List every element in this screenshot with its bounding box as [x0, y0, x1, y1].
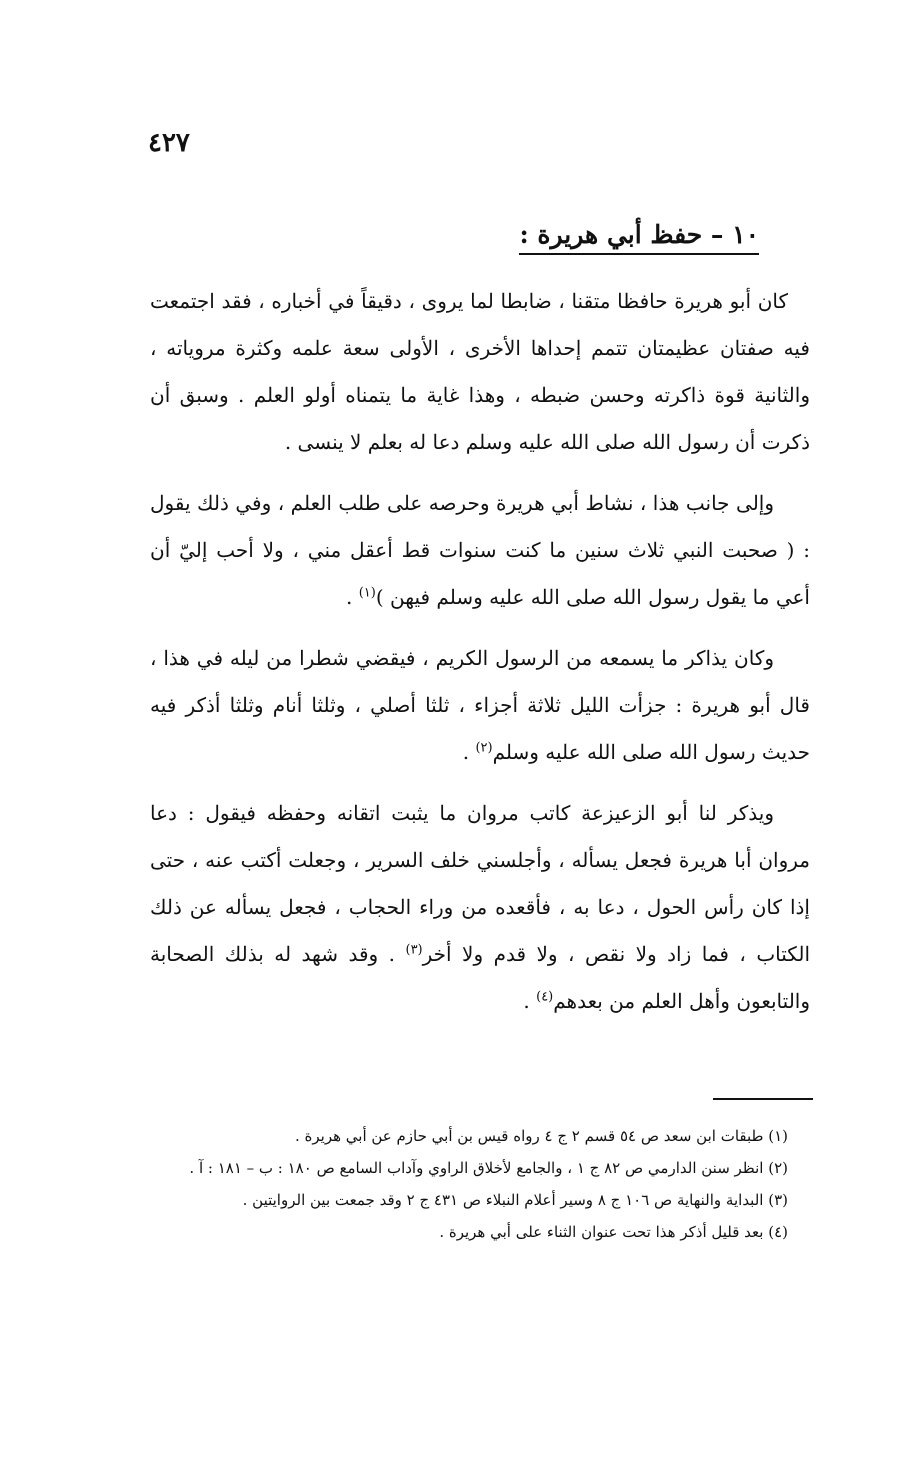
footnote-3: (٣) البداية والنهاية ص ١٠٦ ج ٨ وسير أعلام النبلاء ص ٤٣١ ج ٢ وقد جمعت بين الروايتين .: [242, 1191, 788, 1209]
page-number: ٤٢٧: [148, 128, 190, 158]
footnote-4: (٤) بعد قليل أذكر هذا تحت عنوان الثناء على أبي هريرة .: [439, 1223, 788, 1241]
paragraph-2: [150, 480, 810, 621]
footnote-1: (١) طبقات ابن سعد ص ٥٤ قسم ٢ ج ٤ رواه قيس بن أبي حازم عن أبي هريرة .: [294, 1127, 788, 1145]
paragraph-text: ويذكر لنا أبو الزعيزعة كاتب مروان ما يثبت اتقانه وحفظه فيقول : دعا مروان أبا هريرة فجعل يسأله ، وأجلسني خلف السرير ، وجعلت أكتب عنه ، حتى إذا كان رأس الحول ، دعا به ، فأقعده من وراء الحجاب ، فجعل يسأله عن ذلك الكتاب ، فما زاد ولا نقص ، ولا قدم ولا أخر: [150, 801, 810, 966]
paragraph-tail: . وقد شهد له بذلك الصحابة والتابعون وأهل العلم من بعدهم: [150, 942, 810, 1013]
footnote-2: (٢) انظر سنن الدارمي ص ٨٢ ج ١ ، والجامع لأخلاق الراوي وآداب السامع ص ١٨٠ : ب – ١٨١ : آ .: [189, 1159, 788, 1177]
paragraph-1: [150, 278, 810, 466]
footnotes: [150, 1122, 810, 1250]
paragraph-4: [150, 790, 810, 1025]
paragraph-text: كان أبو هريرة حافظا متقنا ، ضابطا لما يروى ، دقيقاً في أخباره ، فقد اجتمعت فيه صفتان عظيمتان تتمم إحداها الأخرى ، الأولى سعة علمه وكثرة مروياته ، والثانية قوة ذاكرته وحسن ضبطه ، وهذا غاية ما يتمناه أولو العلم . وسبق أن ذكرت أن رسول الله صلى الله عليه وسلم دعا له بعلم لا ينسى .: [150, 289, 810, 454]
paragraph-tail: .: [462, 740, 476, 764]
section-heading: ١٠ – حفظ أبي هريرة :: [519, 220, 759, 255]
footnote-divider: [713, 1098, 813, 1100]
paragraph-tail: .: [346, 585, 359, 609]
paragraph-text: وإلى جانب هذا ، نشاط أبي هريرة وحرصه على طلب العلم ، وفي ذلك يقول : ( صحبت النبي ثلاث سنين ما كنت سنوات قط أعقل مني ، ولا أحب إليّ أن أعي ما يقول رسول الله صلى الله عليه وسلم فيهن ): [150, 491, 810, 609]
paragraph-3: [150, 635, 810, 776]
footnote-ref-2: (٢): [475, 740, 493, 756]
footnote-ref-1: (١): [358, 585, 376, 601]
paragraph-tail: .: [523, 989, 537, 1013]
footnote-ref-4: (٤): [536, 989, 554, 1005]
footnote-ref-3: (٣): [405, 942, 423, 958]
paragraph-text: وكان يذاكر ما يسمعه من الرسول الكريم ، فيقضي شطرا من ليله في هذا ، قال أبو هريرة : جزأت الليل ثلاثة أجزاء ، ثلثا أصلي ، وثلثا أنام وثلثا أذكر فيه حديث رسول الله صلى الله عليه وسلم: [150, 646, 810, 764]
body-text: [150, 278, 810, 1039]
